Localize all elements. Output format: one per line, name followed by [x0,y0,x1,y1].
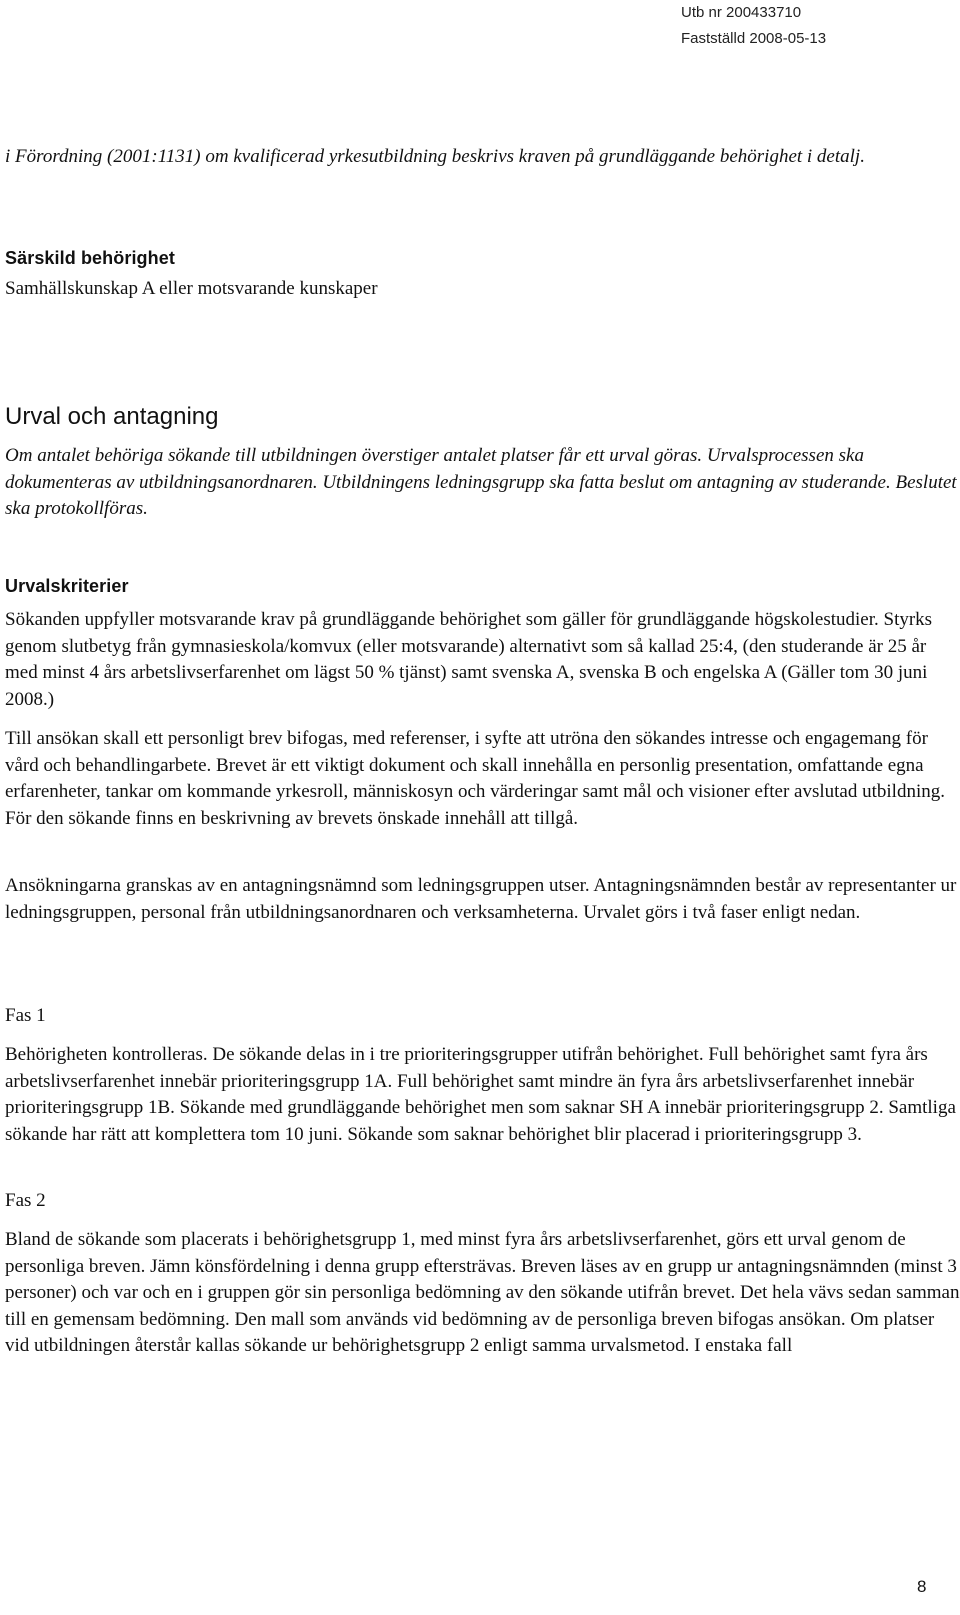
phase-1-label: Fas 1 [5,1005,46,1026]
special-eligibility-heading: Särskild behörighet [5,248,175,268]
criteria-paragraph-2: Till ansökan skall ett personligt brev bifogas, med referenser, i syfte att utröna den sökandes intresse och engagemang för vård och behandlingarbete. Brevet är ett viktigt dokument och skall innehålla en personlig presentation, omfattande egna erfarenheter, tankar om kommande yrkesroll, människosyn och värderingar samt mål och visioner efter avslutad utbildning. För den sökande finns en beskrivning av brevets önskade innehåll att tillgå. [5,728,945,829]
selection-heading: Urval och antagning [5,403,219,430]
intro-paragraph: i Förordning (2001:1131) om kvalificerad yrkesutbildning beskrivs kraven på grundläggande behörighet i detalj. [5,146,865,167]
criteria-paragraph-3: Ansökningarna granskas av en antagningsnämnd som ledningsgruppen utser. Antagningsnämnden består av representanter ur ledningsgruppen, personal från utbildningsanordnaren och verksamheterna. Urvalet görs i två faser enligt nedan. [5,875,957,923]
phase-2-label: Fas 2 [5,1190,46,1211]
established-date: Fastställd 2008-05-13 [681,30,827,47]
phase-1-paragraph: Behörigheten kontrolleras. De sökande delas in i tre prioriteringsgrupper utifrån behörighet. Full behörighet samt fyra års arbetslivserfarenhet innebär prioriteringsgrupp 1A. Full behörighet samt mindre än fyra års arbetslivserfarenhet innebär prioriteringsgrupp 1B. Sökande med grundläggande behörighet men som saknar SH A innebär prioriteringsgrupp 2. Samtliga sökande har rätt att komplettera tom 10 juni. Sökande som saknar behörighet blir placerad i prioriteringsgrupp 3. [5,1044,956,1145]
special-eligibility-text: Samhällskunskap A eller motsvarande kunskaper [5,278,378,299]
criteria-heading: Urvalskriterier [5,576,129,596]
phase-2-paragraph: Bland de sökande som placerats i behörighetsgrupp 1, med minst fyra års arbetslivserfarenhet, görs ett urval genom de personliga breven. Jämn könsfördelning i denna grupp eftersträvas. Breven läses av en grupp ur antagningsnämnden (minst 3 personer) och var och en i gruppen gör sin personliga bedömning av den sökande utifrån brevet. Det hela vävs sedan samman till en gemensam bedömning. Den mall som används vid bedömning av de personliga breven bifogas ansökan. Om platser vid utbildningen återstår kallas sökande ur behörighetsgrupp 2 enligt samma urvalsmetod. I enstaka fall [5,1229,960,1356]
criteria-paragraph-1: Sökanden uppfyller motsvarande krav på grundläggande behörighet som gäller för grundläggande högskolestudier. Styrks genom slutbetyg från gymnasieskola/komvux (eller motsvarande) alternativt som så kallad 25:4, (den studerande är 25 år med minst 4 års arbetslivserfarenhet om lägst 50 % tjänst) samt svenska A, svenska B och engelska A (Gäller tom 30 juni 2008.) [5,609,933,710]
selection-paragraph: Om antalet behöriga sökande till utbildningen överstiger antalet platser får ett urval göras. Urvalsprocessen ska dokumenteras av utbildningsanordnaren. Utbildningens ledningsgrupp ska fatta beslut om antagning av studerande. Beslutet ska protokollföras. [5,445,957,519]
document-number: Utb nr 200433710 [681,4,802,21]
page-number: 8 [917,1577,927,1596]
